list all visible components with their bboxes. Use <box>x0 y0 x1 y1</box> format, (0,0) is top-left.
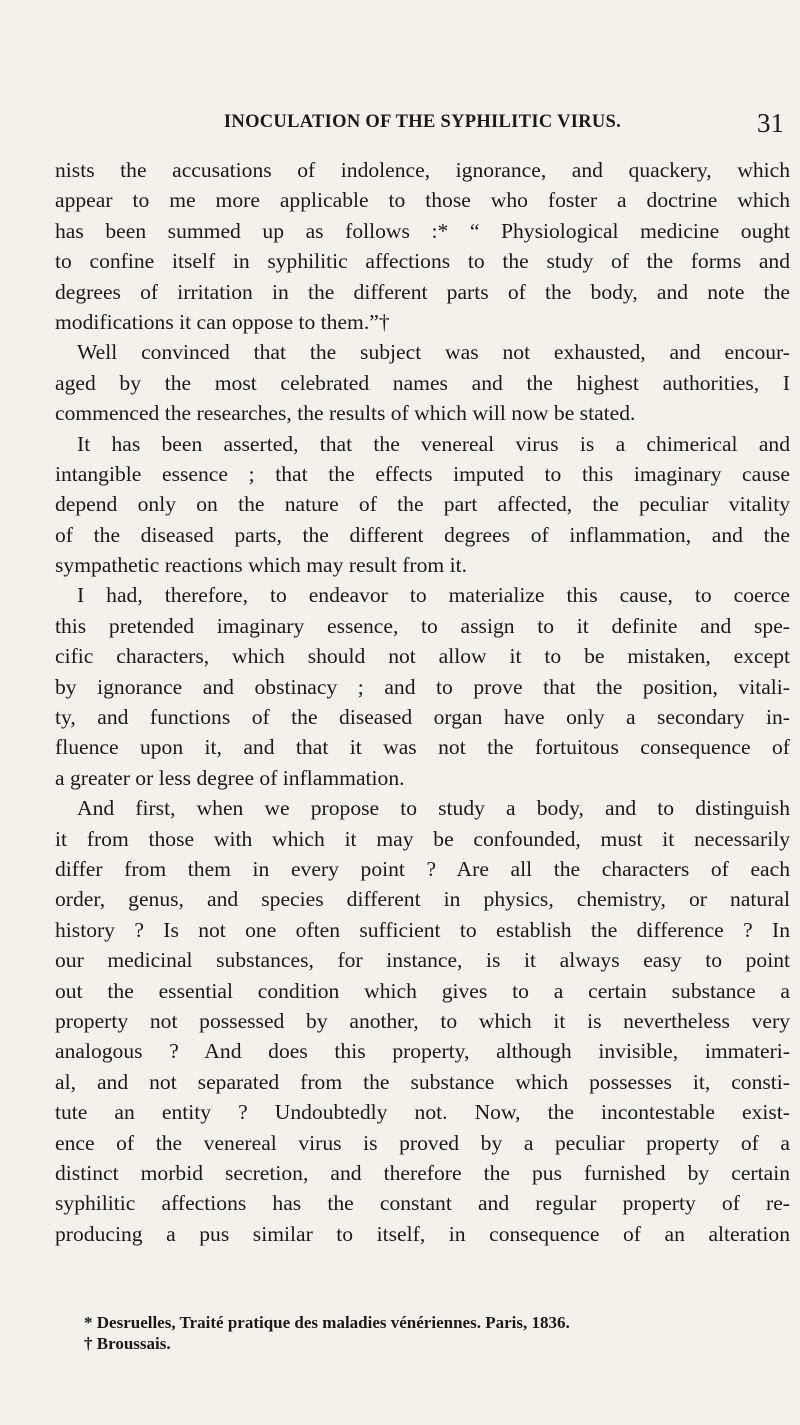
text-line: syphilitic affections has the constant and regular property of re- <box>55 1191 790 1216</box>
text-line: distinct morbid secretion, and therefore the pus furnished by certain <box>55 1160 790 1185</box>
text-line: to confine itself in syphilitic affections to the study of the forms and <box>55 249 790 274</box>
text-line: it from those with which it may be confounded, must it necessarily <box>55 826 790 851</box>
text-line: has been summed up as follows :* “ Physiological medicine ought <box>55 218 790 243</box>
text-line: this pretended imaginary essence, to assign to it definite and spe- <box>55 613 790 638</box>
running-head <box>55 108 790 142</box>
text-line: It has been asserted, that the venereal virus is a chimerical and <box>77 431 790 456</box>
text-line: out the essential condition which gives to a certain substance a <box>55 978 790 1003</box>
text-line: of the diseased parts, the different degrees of inflammation, and the <box>55 522 790 547</box>
footnote: * Desruelles, Traité pratique des maladies vénériennes. Paris, 1836. <box>84 1313 570 1332</box>
text-line: fluence upon it, and that it was not the fortuitous consequence of <box>55 735 790 760</box>
text-line: degrees of irritation in the different parts of the body, and note the <box>55 279 790 304</box>
text-line: intangible essence ; that the effects imputed to this imaginary cause <box>55 461 790 486</box>
text-line: commenced the researches, the results of which will now be stated. <box>55 401 636 426</box>
text-line: ty, and functions of the diseased organ have only a secondary in- <box>55 705 790 730</box>
footnotes <box>84 1312 784 1354</box>
text-line: depend only on the nature of the part affected, the peculiar vitality <box>55 492 790 517</box>
text-line: modifications it can oppose to them.”† <box>55 309 390 334</box>
body-text <box>55 155 790 1249</box>
text-line: ence of the venereal virus is proved by a peculiar property of a <box>55 1130 790 1155</box>
text-line: aged by the most celebrated names and the highest authorities, I <box>55 370 790 395</box>
text-line: producing a pus similar to itself, in consequence of an alteration <box>55 1221 790 1246</box>
text-line: differ from them in every point ? Are all the characters of each <box>55 856 790 881</box>
text-line: cific characters, which should not allow it to be mistaken, except <box>55 644 790 669</box>
text-line: al, and not separated from the substance which possesses it, consti- <box>55 1069 790 1094</box>
text-line: tute an entity ? Undoubtedly not. Now, the incontestable exist- <box>55 1100 790 1125</box>
text-line: order, genus, and species different in physics, chemistry, or natural <box>55 887 790 912</box>
text-line: history ? Is not one often sufficient to establish the difference ? In <box>55 917 790 942</box>
text-line: a greater or less degree of inflammation. <box>55 765 405 790</box>
text-line: appear to me more applicable to those who foster a doctrine which <box>55 188 790 213</box>
text-line: nists the accusations of indolence, ignorance, and quackery, which <box>55 158 790 182</box>
text-line: And first, when we propose to study a body, and to distinguish <box>77 796 790 821</box>
text-line: I had, therefore, to endeavor to materialize this cause, to coerce <box>77 583 790 608</box>
page-number: 31 <box>757 108 784 138</box>
running-title: INOCULATION OF THE SYPHILITIC VIRUS. <box>223 112 622 132</box>
text-line: Well convinced that the subject was not exhausted, and encour- <box>77 340 790 365</box>
text-line: by ignorance and obstinacy ; and to prove that the position, vitali- <box>55 674 790 699</box>
text-line: sympathetic reactions which may result from it. <box>55 553 467 578</box>
footnote: † Broussais. <box>84 1334 171 1353</box>
text-line: property not possessed by another, to which it is nevertheless very <box>55 1008 790 1033</box>
text-line: analogous ? And does this property, although invisible, immateri- <box>55 1039 790 1064</box>
text-line: our medicinal substances, for instance, is it always easy to point <box>55 948 790 973</box>
